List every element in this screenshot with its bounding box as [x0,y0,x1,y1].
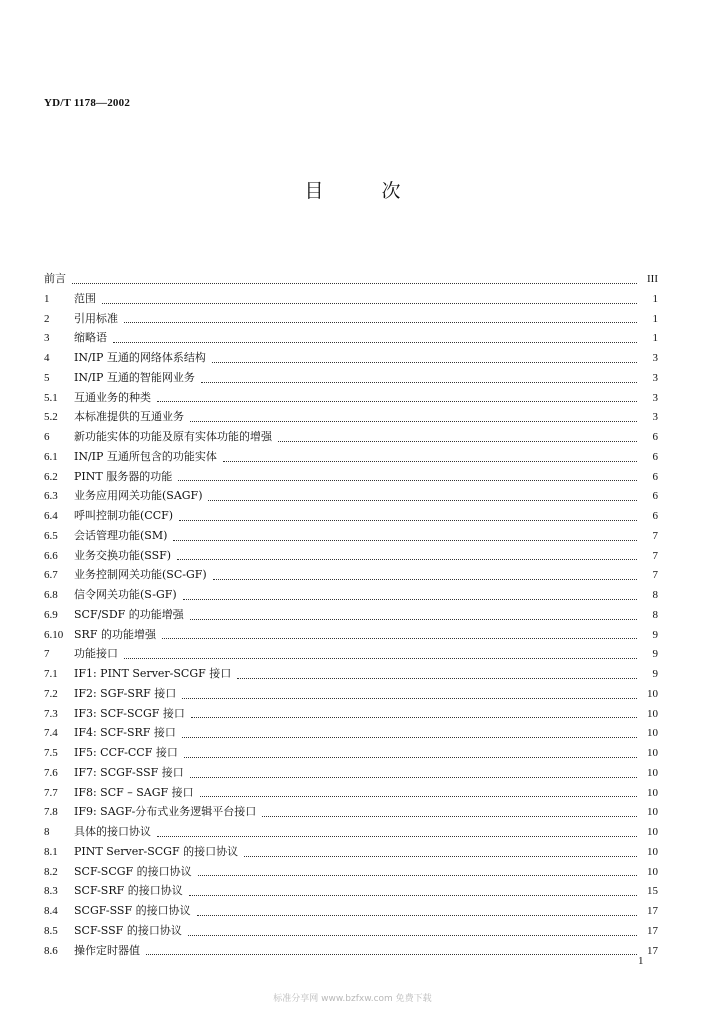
toc-leader-dots [244,855,637,857]
toc-leader-dots [182,697,637,699]
toc-entry-number: 8.1 [44,845,58,858]
toc-entry[interactable] [44,606,658,626]
toc-entry-number: 6.4 [44,510,58,522]
toc-entry-page: 3 [652,411,658,424]
toc-entry-page: 8 [652,589,658,601]
toc-entry-page: 10 [647,687,658,700]
toc-entry[interactable] [44,428,658,448]
toc-entry-page: 6 [652,510,658,522]
toc-leader-dots [177,558,637,560]
toc-entry-title: IN/IP 互通所包含的功能实体 [74,449,217,463]
toc-leader-dots [190,420,637,422]
toc-entry-title: IF1: PINT Server-SCGF 接口 [74,667,232,680]
toc-entry-title: 业务交换功能(SSF) [74,548,172,562]
toc-entry-title: 新功能实体的功能及原有实体功能的增强 [74,430,272,443]
toc-entry-page: III [647,273,658,285]
toc-entry[interactable] [44,863,658,883]
toc-entry-title: 信令网关功能(S-GF) [74,588,177,601]
toc-entry-title: 引用标准 [74,311,118,325]
toc-entry[interactable] [44,784,658,804]
toc-leader-dots [201,381,637,383]
toc-leader-dots [72,282,637,284]
toc-entry[interactable] [44,586,658,606]
toc-entry[interactable] [44,665,658,685]
toc-entry-number: 6 [44,431,50,443]
toc-entry-number: 7.2 [44,687,58,700]
toc-entry[interactable] [44,882,658,902]
toc-entry-number: 5 [44,371,50,384]
toc-entry-page: 10 [647,747,658,759]
toc-entry-number: 6.6 [44,549,58,562]
toc-entry-title: 业务应用网关功能(SAGF) [74,489,203,503]
toc-entry-title: 本标准提供的互通业务 [74,410,184,424]
toc-entry[interactable] [44,507,658,527]
toc-entry-title: PINT Server-SCGF 的接口协议 [74,844,239,858]
toc-entry-page: 1 [652,312,658,325]
toc-entry-number: 6.8 [44,589,58,601]
toc-entry[interactable] [44,527,658,547]
toc-entry[interactable] [44,724,658,744]
toc-entry[interactable] [44,270,658,290]
toc-entry-page: 15 [647,885,658,898]
toc-entry-number: 6.2 [44,470,58,483]
toc-entry-title: IF2: SGF-SRF 接口 [74,686,177,700]
toc-entry-page: 17 [647,944,658,957]
toc-entry-page: 9 [652,628,658,641]
toc-leader-dots [213,578,637,580]
toc-entry[interactable] [44,389,658,409]
toc-entry-title: 呼叫控制功能(CCF) [74,509,174,522]
toc-entry-page: 7 [652,529,658,542]
toc-leader-dots [237,677,637,679]
toc-entry-number: 5.1 [44,391,58,404]
toc-entry-title: 前言 [44,272,66,285]
document-code: YD/T 1178—2002 [44,97,131,109]
toc-entry-number: 4 [44,352,50,364]
toc-leader-dots [223,460,637,462]
toc-leader-dots [190,776,637,778]
toc-title [0,176,705,203]
toc-entry[interactable] [44,290,658,310]
toc-entry-number: 7.5 [44,747,58,759]
toc-entry-number: 7.8 [44,806,58,819]
toc-entry-number: 6.3 [44,490,58,503]
toc-leader-dots [190,618,637,620]
toc-entry[interactable] [44,448,658,468]
toc-entry-title: IF4: SCF-SRF 接口 [74,726,176,740]
toc-leader-dots [146,953,637,955]
toc-entry-number: 6.10 [44,628,64,641]
toc-entry-title: 互通业务的种类 [74,390,151,404]
toc-entry-number: 8 [44,826,50,838]
toc-entry-page: 17 [647,905,658,917]
toc-entry-number: 7 [44,648,50,661]
toc-list [44,270,658,961]
toc-entry-number: 3 [44,332,50,345]
toc-leader-dots [191,716,637,718]
toc-leader-dots [157,835,637,837]
toc-leader-dots [183,598,637,600]
toc-entry-title: SRF 的功能增强 [74,627,156,641]
toc-entry-title: SCGF-SSF 的接口协议 [74,904,191,917]
toc-entry-page: 1 [652,292,658,305]
toc-entry-number: 8.2 [44,865,58,878]
toc-title-left: 目 [304,180,324,202]
toc-entry-title: IF3: SCF-SCGF 接口 [74,706,185,720]
toc-entry-page: 10 [647,786,658,799]
page-number: 1 [638,955,644,967]
toc-entry[interactable] [44,902,658,922]
toc-leader-dots [182,736,637,738]
toc-leader-dots [278,440,637,442]
toc-entry-number: 6.5 [44,529,58,542]
toc-entry[interactable] [44,468,658,488]
toc-leader-dots [173,539,637,541]
toc-entry-page: 10 [647,727,658,740]
toc-entry[interactable] [44,942,658,962]
toc-entry-number: 8.6 [44,944,58,957]
toc-entry[interactable] [44,626,658,646]
toc-entry[interactable] [44,329,658,349]
toc-leader-dots [124,657,637,659]
toc-entry[interactable] [44,369,658,389]
toc-entry-page: 10 [647,806,658,819]
toc-entry-title: IF8: SCF – SAGF 接口 [74,785,194,799]
toc-entry-page: 1 [652,332,658,345]
toc-entry-title: IF7: SCGF-SSF 接口 [74,765,184,779]
toc-entry-page: 3 [652,391,658,404]
toc-entry-page: 9 [652,648,658,661]
toc-entry[interactable] [44,547,658,567]
toc-entry-title: PINT 服务器的功能 [74,469,173,483]
toc-leader-dots [102,302,637,304]
toc-entry[interactable] [44,764,658,784]
toc-entry-title: SCF-SCGF 的接口协议 [74,864,192,878]
toc-entry-number: 6.7 [44,569,58,582]
toc-leader-dots [208,499,637,501]
toc-entry-number: 7.4 [44,727,58,740]
toc-entry[interactable] [44,408,658,428]
toc-entry-page: 6 [652,450,658,463]
toc-entry-title: 会话管理功能(SM) [74,528,168,542]
toc-leader-dots [188,934,637,936]
toc-leader-dots [189,894,637,896]
toc-entry-title: IN/IP 互通的智能网业务 [74,370,195,384]
toc-entry-number: 6.1 [44,450,58,463]
toc-entry-title: IF9: SAGF-分布式业务逻辑平台接口 [74,805,257,819]
toc-entry-number: 1 [44,292,50,305]
toc-entry[interactable] [44,803,658,823]
toc-leader-dots [162,637,637,639]
toc-entry-number: 6.9 [44,608,58,621]
toc-entry[interactable] [44,645,658,665]
toc-leader-dots [157,400,637,402]
toc-entry[interactable] [44,843,658,863]
toc-entry-number: 8.4 [44,905,58,917]
toc-entry-title: IN/IP 互通的网络体系结构 [74,351,206,364]
toc-leader-dots [113,341,637,343]
toc-entry-title: SCF/SDF 的功能增强 [74,607,184,621]
toc-entry-title: SCF-SSF 的接口协议 [74,923,182,937]
toc-leader-dots [212,361,637,363]
toc-leader-dots [198,874,637,876]
toc-entry[interactable] [44,349,658,369]
toc-leader-dots [200,795,637,797]
toc-entry-page: 7 [652,549,658,562]
toc-entry-page: 10 [647,865,658,878]
toc-entry-number: 2 [44,312,50,325]
toc-entry[interactable] [44,744,658,764]
toc-entry-title: IF5: CCF-CCF 接口 [74,746,178,759]
toc-entry-page: 3 [652,352,658,364]
toc-entry-page: 6 [652,490,658,503]
toc-entry-number: 7.7 [44,786,58,799]
toc-entry-number: 5.2 [44,411,58,424]
toc-leader-dots [197,914,637,916]
toc-entry-page: 10 [647,845,658,858]
toc-leader-dots [262,815,637,817]
toc-leader-dots [179,519,637,521]
toc-entry-number: 7.6 [44,766,58,779]
toc-leader-dots [124,321,637,323]
toc-entry-title: 具体的接口协议 [74,825,151,838]
toc-leader-dots [178,479,637,481]
toc-entry-page: 17 [647,924,658,937]
toc-entry-page: 8 [652,608,658,621]
toc-entry-number: 8.3 [44,885,58,898]
toc-entry-page: 10 [647,766,658,779]
toc-entry[interactable] [44,685,658,705]
toc-entry-page: 9 [652,668,658,680]
toc-entry-number: 8.5 [44,924,58,937]
toc-entry[interactable] [44,566,658,586]
toc-entry[interactable] [44,310,658,330]
toc-entry-number: 7.1 [44,668,58,680]
toc-entry-page: 10 [647,826,658,838]
toc-entry[interactable] [44,922,658,942]
toc-entry-page: 10 [647,707,658,720]
toc-entry-page: 7 [652,569,658,582]
toc-entry-title: 操作定时器值 [74,943,140,957]
toc-entry[interactable] [44,823,658,843]
toc-entry-title: 缩略语 [74,331,107,345]
toc-entry[interactable] [44,705,658,725]
watermark: 标准分享网 www.bzfxw.com 免费下载 [273,994,432,1004]
toc-entry-page: 6 [652,470,658,483]
toc-entry-page: 6 [652,431,658,443]
toc-entry-title: 范围 [74,291,96,305]
toc-entry[interactable] [44,487,658,507]
toc-leader-dots [184,756,637,758]
toc-entry-page: 3 [652,371,658,384]
toc-title-right: 次 [381,180,401,202]
toc-entry-title: SCF-SRF 的接口协议 [74,884,183,898]
toc-entry-title: 业务控制网关功能(SC-GF) [74,568,207,582]
toc-entry-number: 7.3 [44,707,58,720]
toc-entry-title: 功能接口 [74,647,118,661]
